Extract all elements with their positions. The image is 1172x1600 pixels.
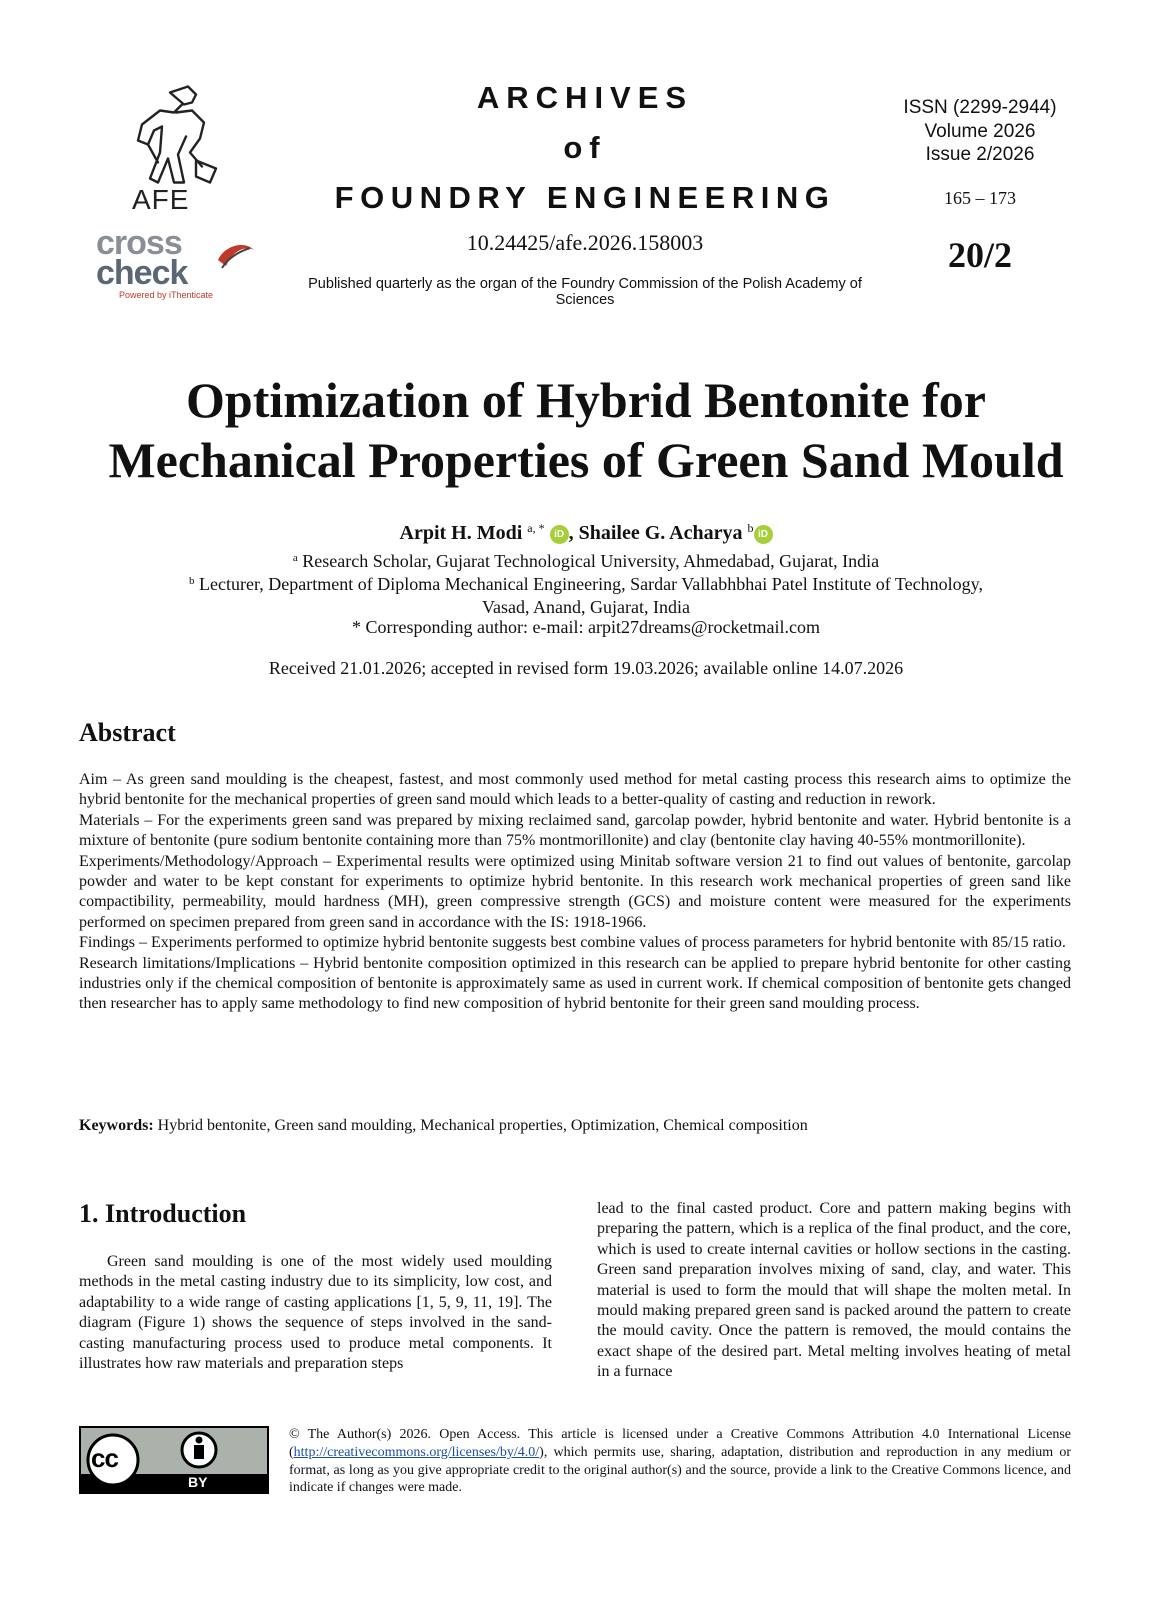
abstract-materials: Materials – For the experiments green sand was prepared by mixing reclaimed sand, garcolap powder, hybrid bentonite and water. Hybrid bentonite is a mixture of bentonite (pure sodium bentonite containing more than 75% montmorillonite) and clay (bentonite clay having 40-55% montmorillonite).: [79, 811, 1071, 850]
by-badge-text: BY: [188, 1474, 208, 1490]
corresponding-author: * Corresponding author: e-mail: arpit27dreams@rocketmail.com: [352, 617, 820, 637]
affiliation-b: $^b$ Lecturer, Department of Diploma Mechanical Engineering, Sardar Vallabhbhai Patel Institute of Technology, Vasad, Anand, Gujarat, India: [189, 574, 983, 617]
title-line2: Mechanical Properties of Green Sand Mould: [108, 432, 1064, 488]
license-link[interactable]: http://creativecommons.org/licenses/by/4.0/: [293, 1444, 540, 1460]
afe-logo-text: AFE: [132, 184, 190, 215]
article-title: [60, 370, 1112, 490]
author-2: , Shailee G. Acharya: [568, 522, 743, 544]
journal-name-line2: of: [563, 130, 607, 165]
abstract-methods: Experiments/Methodology/Approach – Experimental results were optimized using Minitab software version 21 to find out values of bentonite, garcolap powder and water to be kept constant for experiments to optimize hybrid bentonite. In this research work mechanical properties of green sand like compactibility, permeability, mould hardness (MH), green compressive strength (GCS) and moisture content were measured for the experiments performed on specimen prepared from green sand in accordance with the IS: 1918-1966.: [79, 852, 1071, 931]
author-list: [0, 521, 1172, 545]
keywords: [79, 1117, 1071, 1135]
abstract-limitations: Research limitations/Implications – Hybrid bentonite composition optimized in this research can be applied to prepare hybrid bentonite for other casting industries only if the chemical composition of bentonite is approximately same as used in current work. If chemical composition of bentonite gets changed then researcher has to apply same methodology to find new composition of hybrid bentonite for their green sand moulding process.: [79, 954, 1071, 1013]
abstract-body: [79, 770, 1071, 1015]
introduction-heading: 1. Introduction: [79, 1199, 247, 1228]
introduction-right-column: lead to the final casted product. Core and pattern making begins with preparing the pattern, which is a replica of the final product, and the core, which is used to create internal cavities or hollow sections in the casting. Green sand preparation involves mixing of sand, clay, and water. This material is used to form the mould that will shape the molten metal. In mould making prepared green sand is packed around the pattern to create the mould cavity. Once the pattern is removed, the mould contains the exact shape of the desired part. Metal melting involves heating of metal in a furnace: [597, 1200, 1071, 1381]
author-1: Arpit H. Modi: [399, 522, 523, 544]
cc-badge-text: cc: [91, 1443, 118, 1473]
introduction-left-column: Green sand moulding is one of the most widely used moulding methods in the metal casting industry due to its simplicity, low cost, and adaptability to a wide range of casting applications [1, 5, 9, 11, 19]. The diagram (Figure 1) shows the sequence of steps involved in the sand-casting manufacturing process used to produce metal components. It illustrates how raw materials and preparation steps: [79, 1253, 552, 1373]
issue-number: 20/2: [947, 235, 1012, 275]
keywords-label: Keywords:: [79, 1117, 154, 1134]
crosscheck-logo-line2: check: [96, 254, 188, 292]
license-text: © The Author(s) 2026. Open Access. This article is licensed under a Creative Commons Attribution 4.0 International License (http://creativecommons.org/licenses/by/4.0/), which permits use, sharing, adaptation, distribution and reproduction in any medium or format, as long as you give appropriate credit to the original author(s) and the source, provide a link to the Creative Commons licence, and indicate if changes were made.: [289, 1427, 1071, 1496]
orcid-icon[interactable]: iD: [550, 525, 569, 544]
doi: 10.24425/afe.2026.158003: [466, 230, 704, 255]
crosscheck-check-icon: [214, 238, 258, 278]
volume: Volume 2026: [924, 120, 1036, 142]
author-2-sup: b: [747, 521, 754, 535]
received-dates: Received 21.01.2026; accepted in revised form 19.03.2026; available online 14.07.2026: [268, 658, 904, 678]
published-note: Published quarterly as the organ of the Foundry Commission of the Polish Academy of Sciences: [308, 276, 862, 308]
journal-issue-info: [880, 96, 1080, 167]
issn: ISSN (2299-2944): [903, 97, 1057, 118]
affiliation-a: $^a$ Research Scholar, Gujarat Technological University, Ahmedabad, Gujarat, India: [292, 551, 880, 571]
issue: Issue 2/2026: [925, 144, 1035, 165]
abstract-findings: Findings – Experiments performed to optimize hybrid bentonite suggests best combine values of process parameters for hybrid bentonite with 85/15 ratio.: [79, 934, 1066, 952]
journal-name-line3: FOUNDRY ENGINEERING: [334, 180, 836, 215]
keywords-list: Hybrid bentonite, Green sand moulding, Mechanical properties, Optimization, Chemical composition: [153, 1117, 808, 1134]
abstract-aim: Aim – As green sand moulding is the cheapest, fastest, and most commonly used method for metal casting process this research aims to optimize the hybrid bentonite for the mechanical properties of green sand mould which leads to a better-quality of casting and reduction in rework.: [79, 771, 1071, 809]
crosscheck-powered-text: Powered by iThenticate: [119, 290, 214, 300]
abstract-heading: Abstract: [79, 718, 176, 747]
author-1-sup: a, *: [527, 521, 545, 535]
title-line1: Optimization of Hybrid Bentonite for: [186, 372, 986, 428]
crosscheck-logo-line1: cross: [96, 224, 182, 262]
page-range: 165 – 173: [944, 188, 1016, 208]
orcid-icon[interactable]: iD: [754, 525, 773, 544]
journal-name-line1: ARCHIVES: [476, 80, 694, 115]
